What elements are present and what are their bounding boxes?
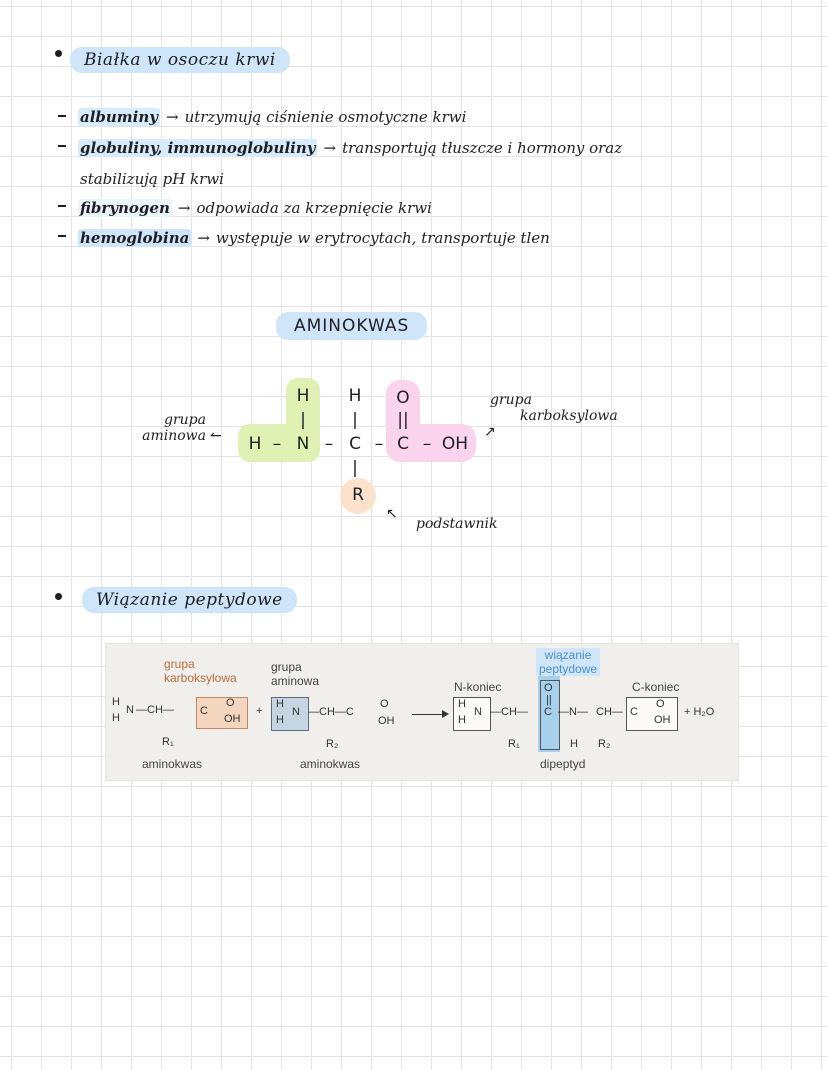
atom-oh: OH bbox=[378, 715, 395, 727]
atom-o: O bbox=[396, 388, 410, 408]
label-substituent: podstawnik bbox=[416, 516, 498, 532]
caption-dipeptide: dipeptyd bbox=[540, 757, 586, 771]
term-hemoglobina: hemoglobina bbox=[80, 229, 190, 247]
plus-sign: + bbox=[256, 705, 263, 717]
atom-c: C bbox=[200, 705, 208, 717]
label-carboxyl-group bbox=[490, 392, 618, 424]
item-description: transportują tłuszcze i hormony oraz bbox=[342, 139, 623, 157]
label-line: karboksylowa bbox=[164, 671, 237, 685]
atom-oh: OH bbox=[654, 714, 671, 726]
atom-h: H bbox=[348, 386, 362, 406]
atom-h: H bbox=[458, 714, 466, 726]
label-line: grupa bbox=[490, 392, 532, 408]
list-item bbox=[78, 139, 622, 157]
reaction-arrow-head bbox=[442, 710, 449, 718]
group-ch: —CH— bbox=[136, 704, 174, 716]
bond-single: – bbox=[374, 434, 384, 454]
item-description: utrzymują ciśnienie osmotyczne krwi bbox=[184, 108, 467, 126]
atom-r2: R₂ bbox=[598, 738, 611, 750]
list-dash bbox=[58, 205, 66, 207]
arrow-icon: → bbox=[166, 108, 179, 126]
bullet-dot bbox=[55, 50, 62, 57]
item-description-continued: stabilizują pH krwi bbox=[80, 170, 224, 188]
atom-r1: R₁ bbox=[162, 736, 174, 748]
item-description: występuje w erytrocytach, transportuje tlen bbox=[215, 229, 550, 247]
caption-amino-acid-2: aminokwas bbox=[300, 757, 361, 771]
term-globuliny: globuliny, immunoglobuliny bbox=[80, 139, 316, 157]
label-c-terminus: C-koniec bbox=[632, 680, 680, 694]
section-heading-peptide-bond: Wiązanie peptydowe bbox=[82, 587, 297, 613]
list-item bbox=[78, 108, 466, 126]
label-line: aminowa bbox=[142, 428, 206, 444]
label-line: aminowa bbox=[271, 674, 320, 688]
atom-h: H bbox=[112, 712, 120, 724]
atom-o: O bbox=[380, 698, 389, 710]
list-item bbox=[78, 229, 550, 247]
atom-r1: R₁ bbox=[508, 738, 520, 750]
atom-n: N bbox=[474, 706, 482, 718]
atom-h: H bbox=[248, 434, 262, 454]
reaction-arrow-icon bbox=[412, 714, 446, 715]
atom-c: C bbox=[544, 706, 552, 718]
atom-c-carboxyl: C bbox=[397, 434, 409, 454]
bond-single: – bbox=[324, 434, 334, 454]
list-dash bbox=[58, 115, 66, 117]
label-peptide-bond bbox=[536, 648, 600, 676]
bond-double: || bbox=[546, 694, 552, 706]
label-amine-group bbox=[140, 412, 206, 444]
arrow-icon: → bbox=[323, 139, 337, 157]
atom-h: H bbox=[276, 698, 284, 710]
item-description: odpowiada za krzepnięcie krwi bbox=[196, 199, 432, 217]
bond-double: || bbox=[397, 410, 409, 430]
bullet-dot bbox=[55, 593, 62, 600]
bond-single: – bbox=[272, 434, 282, 454]
atom-o: O bbox=[656, 698, 665, 710]
atom-c-alpha: C bbox=[349, 434, 361, 454]
amide-n: —N— bbox=[558, 706, 588, 718]
atom-h: H bbox=[112, 696, 120, 708]
arrow-left-icon: ↼ bbox=[210, 428, 222, 444]
bond-single: – bbox=[422, 434, 432, 454]
arrow-up-right-icon: ↗ bbox=[484, 424, 496, 440]
bond-single: | bbox=[300, 410, 306, 430]
group-ch: —CH—C bbox=[308, 706, 354, 718]
atom-c: C bbox=[630, 706, 638, 718]
list-item bbox=[78, 199, 432, 217]
label-line: peptydowe bbox=[539, 662, 598, 676]
group-ch: CH— bbox=[596, 706, 623, 718]
section-heading-plasma-proteins: Białka w osoczu krwi bbox=[70, 47, 290, 73]
atom-h: H bbox=[276, 714, 284, 726]
term-albuminy: albuminy bbox=[80, 108, 159, 126]
atom-o: O bbox=[544, 682, 553, 694]
atom-h: H bbox=[458, 698, 466, 710]
atom-r2: R₂ bbox=[326, 738, 339, 750]
term-fibrynogen: fibrynogen bbox=[80, 199, 170, 217]
atom-o: O bbox=[226, 697, 235, 709]
caption-amino-acid-1: aminokwas bbox=[142, 757, 203, 771]
amino-acid-title: AMINOKWAS bbox=[276, 312, 427, 340]
atom-r: R bbox=[352, 485, 364, 505]
label-line: wiązanie bbox=[544, 648, 592, 662]
peptide-bond-figure bbox=[105, 643, 739, 781]
label-line: grupa bbox=[271, 660, 302, 674]
bond-single: | bbox=[352, 410, 358, 430]
arrow-up-left-icon: ↖ bbox=[386, 506, 398, 522]
list-dash bbox=[58, 145, 66, 147]
group-ch: —CH— bbox=[490, 706, 528, 718]
atom-oh: OH bbox=[224, 713, 241, 725]
atom-n: N bbox=[126, 704, 134, 716]
label-line: grupa bbox=[164, 412, 206, 428]
atom-h: H bbox=[296, 386, 310, 406]
atom-h: H bbox=[570, 738, 578, 750]
label-line: grupa bbox=[164, 657, 195, 671]
atom-n: N bbox=[292, 706, 300, 718]
label-amine-group bbox=[271, 660, 319, 688]
label-carboxyl-group bbox=[164, 657, 237, 685]
plus-water: + H₂O bbox=[684, 706, 715, 718]
arrow-icon: → bbox=[177, 199, 191, 217]
label-n-terminus: N-koniec bbox=[454, 680, 502, 694]
label-line: karboksylowa bbox=[520, 408, 618, 424]
list-dash bbox=[58, 235, 66, 237]
bond-single: | bbox=[352, 458, 358, 478]
arrow-icon: → bbox=[197, 229, 210, 247]
atom-oh: OH bbox=[441, 434, 469, 454]
atom-n: N bbox=[296, 434, 310, 454]
